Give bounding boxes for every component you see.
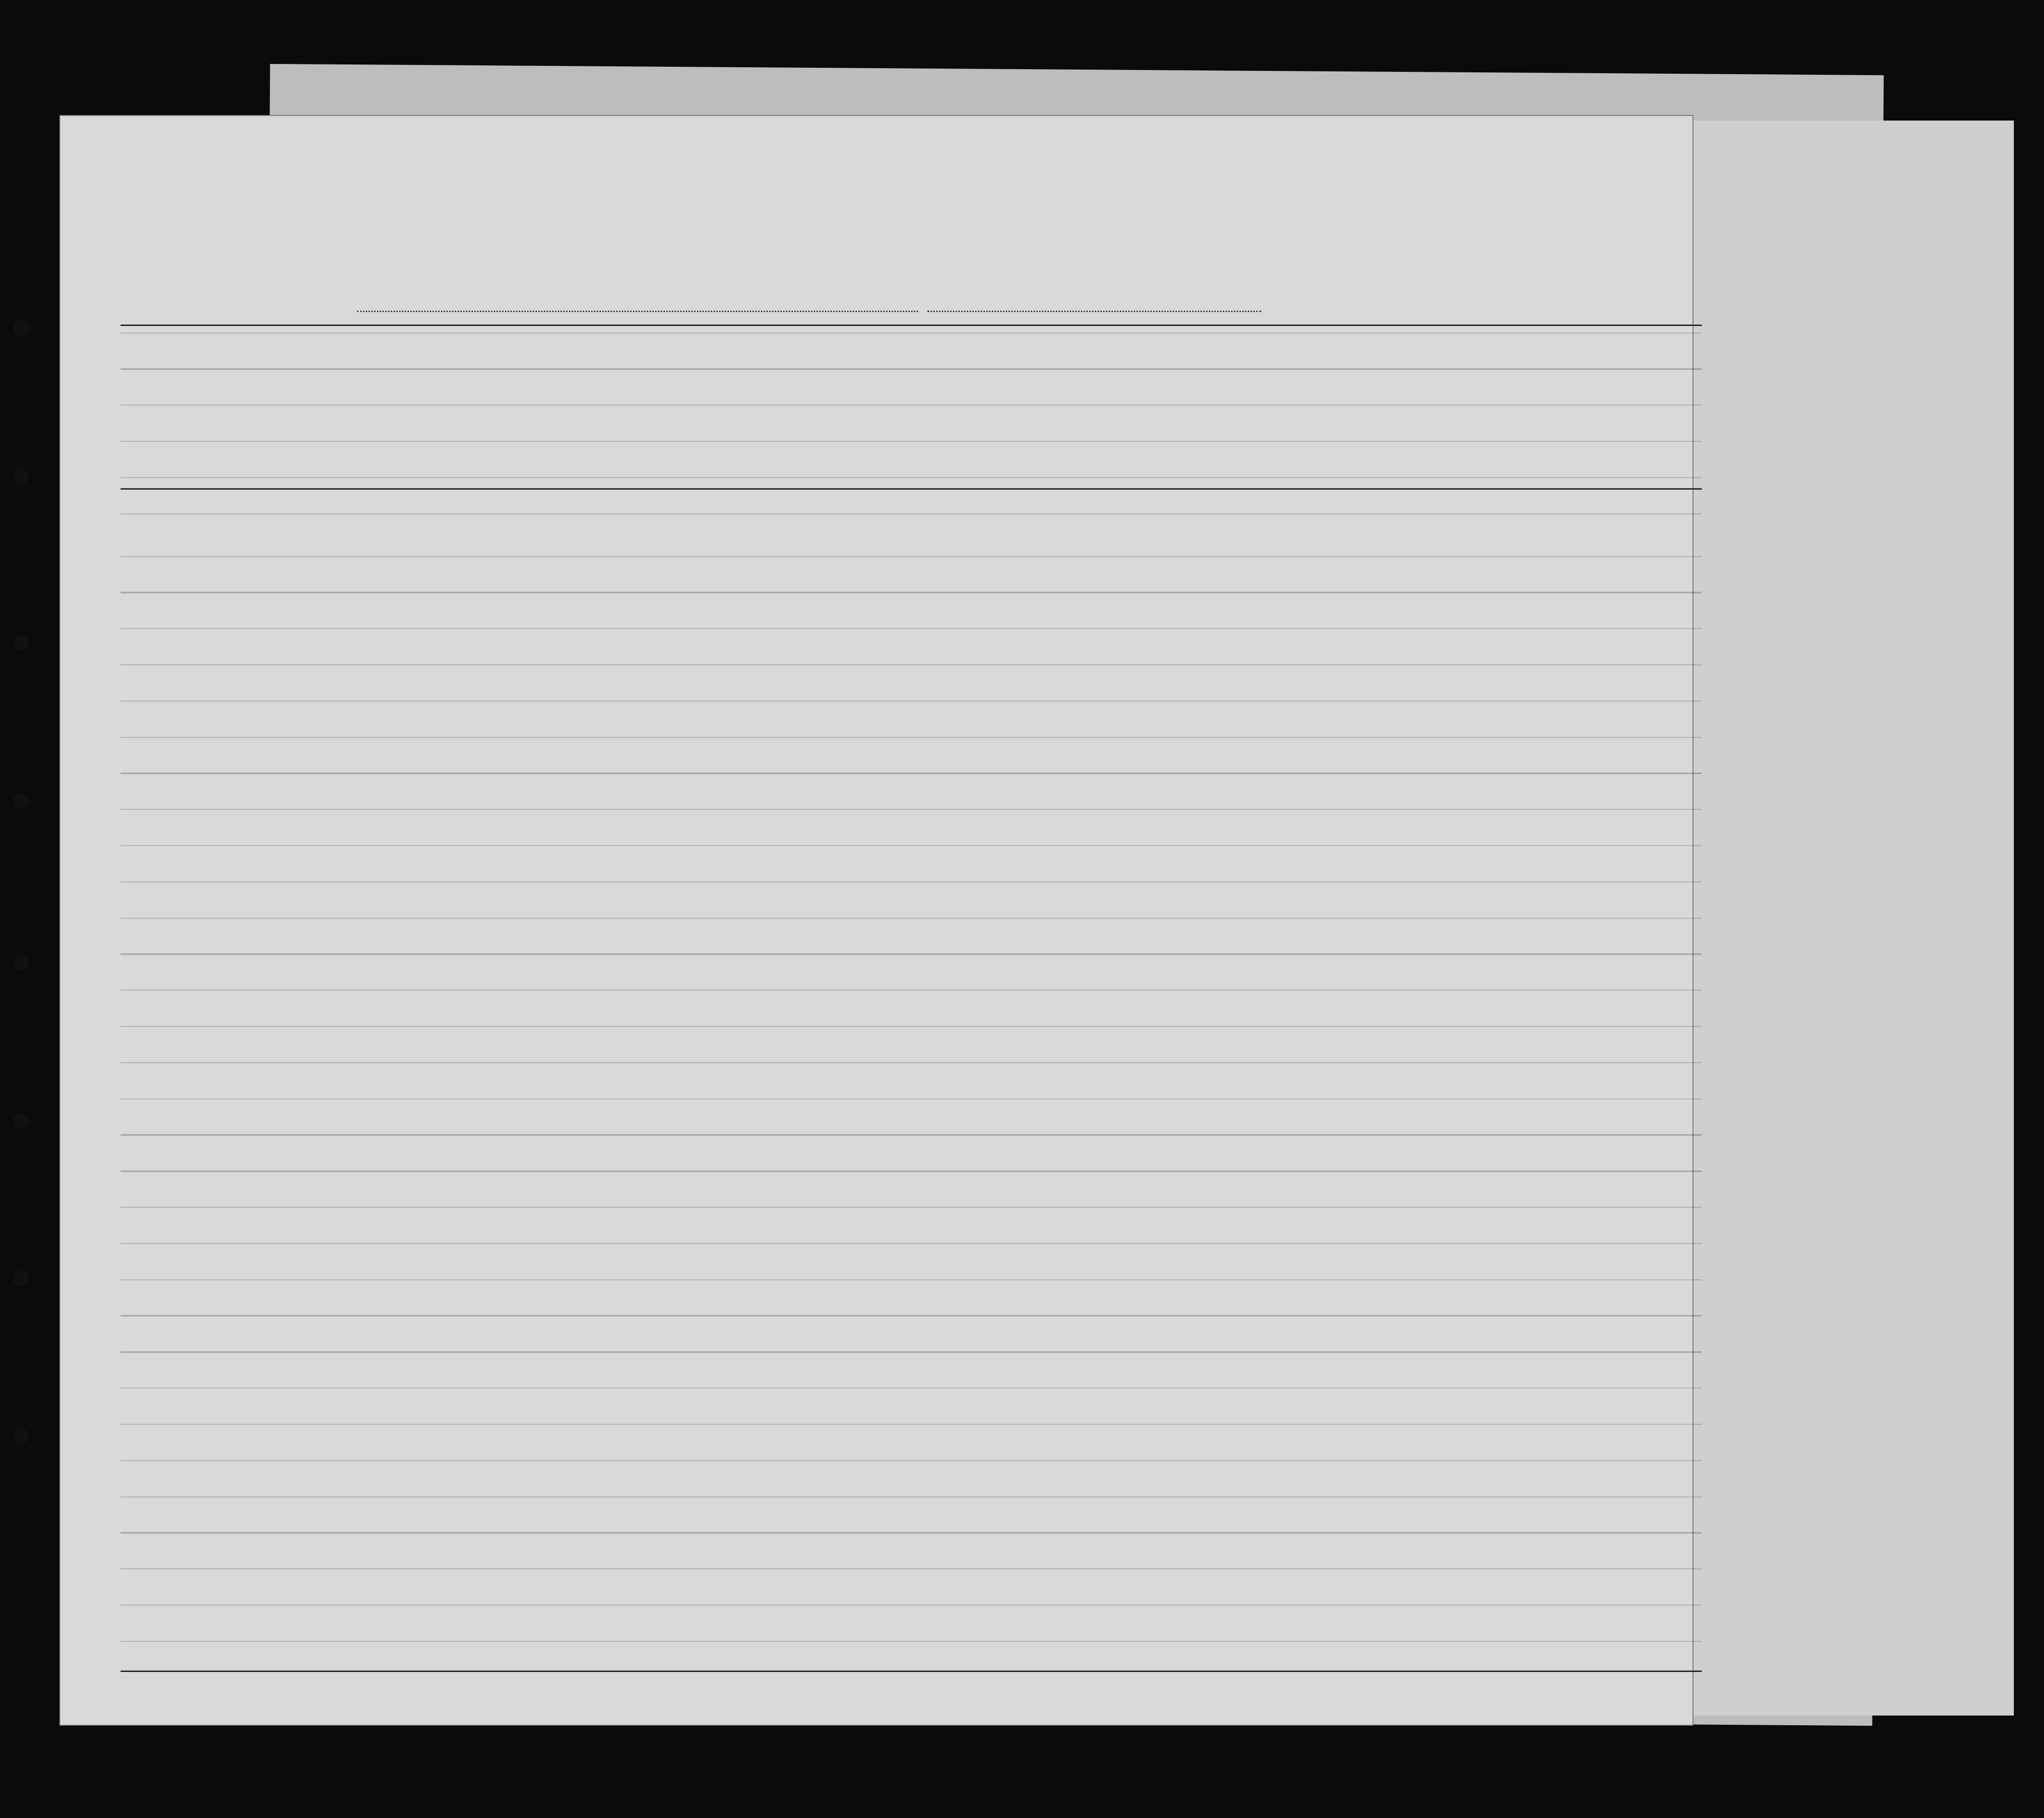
manifest-sheet [60,116,1693,1725]
manifest-table [121,325,1702,1672]
header-rule [121,488,1702,490]
punch-hole [13,635,29,651]
punch-hole [13,468,29,484]
punch-hole [13,1113,29,1129]
visa-sheet [1679,121,2014,1716]
date-dotline [927,311,1261,312]
punch-hole [13,1270,29,1286]
punch-hole [13,320,29,336]
punch-hole [13,1428,29,1444]
punch-hole [13,793,29,809]
punch-hole [13,955,29,971]
port-dotline [357,311,918,312]
